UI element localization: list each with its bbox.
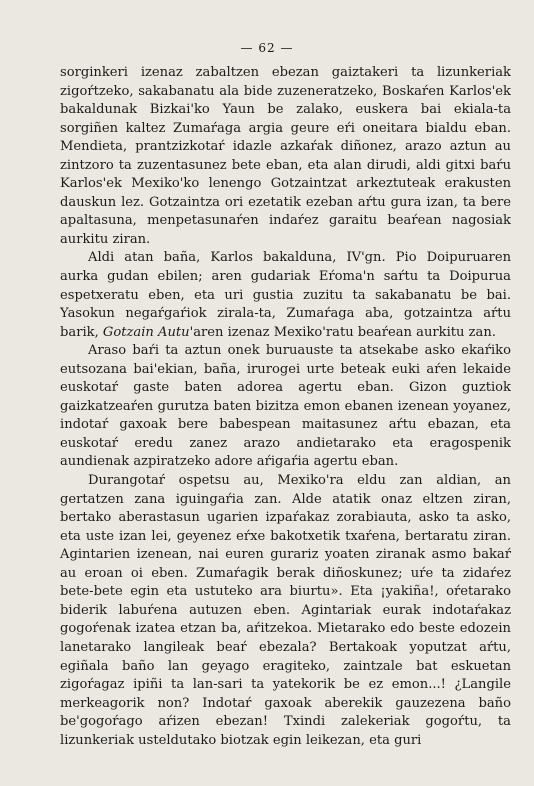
book-title: Gotzain Autu bbox=[102, 324, 190, 340]
paragraph-text: 'aren izenaz Mexiko'ratu beaŕean aurkitu zan. bbox=[189, 324, 496, 340]
paragraph-text: Aldi atan baña, Karlos bakalduna, IV'gn. Pio Doipuruaren aurka gudan ebilen; aren gudariak Eŕoma'n saŕtu ta Doipurua espetxeratu eben, eta uri gustia zuzitu ta sakabanatu be bai. Yasokun negaŕgaŕiok zirala-ta, Zumaŕaga aba, gotzaintza aŕtu barik, bbox=[60, 250, 511, 340]
paragraph: sorginkeri izenaz zabaltzen ebezan gaiztakeri ta lizunkeriak zigoŕtzeko, sakabanatu ala bide zuzeneratzeko, Boskaŕen Karlos'ek bakaldunak Bizkai'ko Yaun be zalako, euskera bai ekiala-ta sorgiñen kaltez Zumaŕaga argia geure eŕi oneitara bialdu eban. Mendieta, prantzizkotaŕ idazle azkaŕak diñonez, arazo aztun au zintzoro ta zuzentasunez bete eban, eta alan dirudi, aldi gitxi baŕu Karlos'ek Mexiko'ko lenengo Gotzaintzat arkeztuteak erakusten dauskun lez. Gotzaintza ori ezetatik ezeban aŕtu gura izan, ta bere apaltasuna, menpetasunaŕen indaŕez garaitu beaŕean nagosiak aurkitu ziran. bbox=[60, 65, 511, 247]
paragraph: Araso baŕi ta aztun onek buruauste ta atsekabe asko ekaŕiko eutsozana bai'ekian, baña, irurogei urte beteak euki aŕen lekaide euskotaŕ gaste baten adorea agertu eban. Gizon guztiok gaizkatzeaŕen gurutza baten bizitza emon ebanen izenean yoyanez, indotaŕ gaxoak bere babespean maitasunez aŕtu ebazan, eta euskotaŕ eredu zanez arazo andietarako eta eragospenik aundienak azpiratzeko adore aŕigaŕia agertu eban. bbox=[60, 343, 511, 470]
page-number: — 62 — bbox=[240, 41, 294, 55]
paragraph bbox=[60, 249, 511, 342]
paragraph: Durangotaŕ ospetsu au, Mexiko'ra eldu zan aldian, an gertatzen zana iguingaŕia zan. Alde atatik onaz eltzen ziran, bertako aberastasun ugarien izpaŕakaz zorabiauta, asko ta asko, eta uste izan lei, geyenez eŕxe bakotxetik txaŕena, bertaratu ziran. Agintarien izenean, nai euren gurariz yoaten ziranak asmo bakaŕ au eroan oi eben. Zumaŕagik berak diñoskunez; uŕe ta zidaŕez bete-bete egin eta ustuteko ara biurtu». Eta ¡yakiña!, oŕetarako biderik labuŕena autuzen eben. Agintariak eurak indotaŕakaz gogoŕenak izatea etzan ba, aŕitzekoa. Mietarako edo beste edozein lanetarako langileak beaŕ ebezala? Bertakoak yoputzat aŕtu, egiñala baño lan geyago eragiteko, zaintzale bat eskuetan zigoŕagaz ipiñi ta lan-sari ta yatekorik be ez emon...! ¿Langile merkeagorik non? Indotaŕ gaxoak aberekik gauzezena baño be'gogoŕago aŕizen ebezan! Txindi zalekeriak gogoŕtu, ta lizunkeriak usteldutako biotzak egin leikezan, eta guri bbox=[60, 473, 511, 748]
body-text bbox=[60, 64, 511, 750]
